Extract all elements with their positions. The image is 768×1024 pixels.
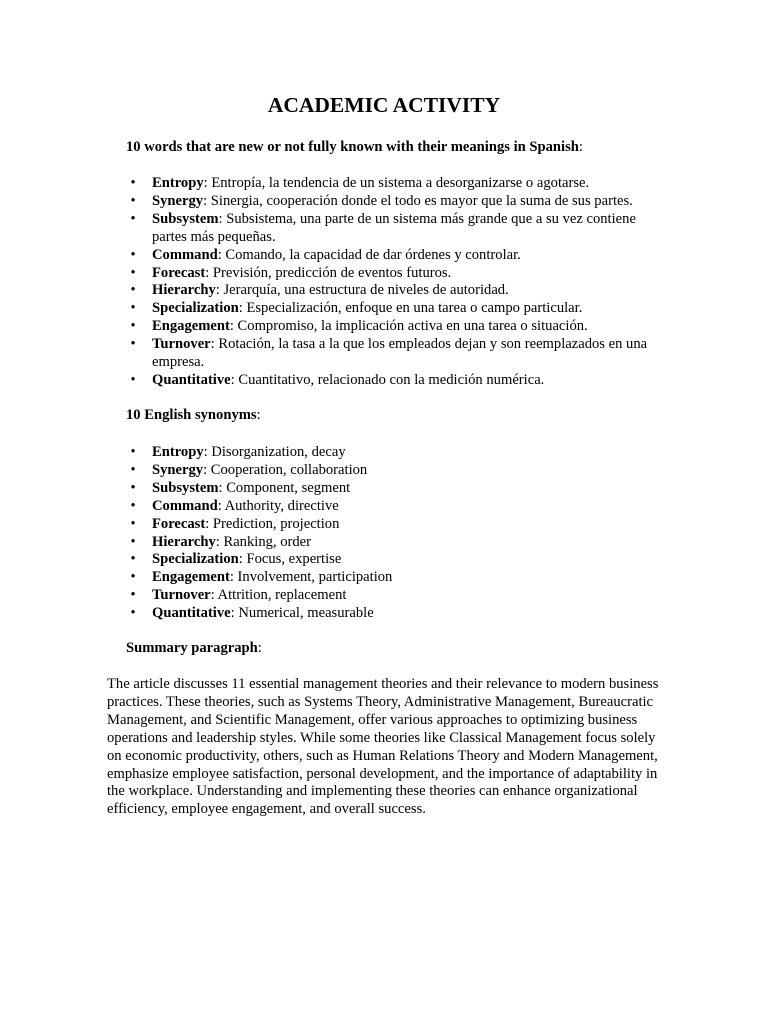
list-item xyxy=(126,265,666,283)
definition: : Subsistema, una parte de un sistema más grande que a su vez contiene partes más pequeñas. xyxy=(152,210,636,245)
term: Turnover xyxy=(152,587,211,604)
definition: : Disorganization, decay xyxy=(203,444,346,460)
bullet-icon: • xyxy=(130,300,136,317)
definition: : Sinergia, cooperación donde el todo es mayor que la suma de sus partes. xyxy=(203,192,633,209)
bullet-icon: • xyxy=(130,587,136,604)
section-heading-spanish xyxy=(126,139,583,157)
list-item xyxy=(126,282,666,300)
term: Synergy xyxy=(152,461,204,478)
list-item xyxy=(126,551,666,569)
bullet-icon: • xyxy=(130,569,136,586)
definition: : Especialización, enfoque en una tarea o campo particular. xyxy=(238,300,583,317)
bullet-icon: • xyxy=(130,461,136,478)
bullet-icon: • xyxy=(130,444,136,460)
term: Command xyxy=(152,497,218,514)
definition: : Rotación, la tasa a la que los empleados dejan y son reemplazados en una empresa. xyxy=(152,336,648,371)
definition: : Cuantitativo, relacionado con la medición numérica. xyxy=(230,371,545,388)
list-item xyxy=(126,480,666,498)
list-item xyxy=(126,516,666,534)
definition: : Ranking, order xyxy=(215,533,312,550)
term: Entropy xyxy=(152,175,204,191)
list-item xyxy=(126,300,666,318)
definition: : Numerical, measurable xyxy=(230,605,374,622)
definition: : Jerarquía, una estructura de niveles de autoridad. xyxy=(215,282,509,299)
list-item xyxy=(126,569,666,587)
list-item xyxy=(126,498,666,516)
summary-heading xyxy=(126,640,262,658)
list-item xyxy=(126,462,666,480)
list-item xyxy=(126,247,666,265)
bullet-icon: • xyxy=(130,533,136,550)
section-heading-synonyms xyxy=(126,407,261,425)
term: Command xyxy=(152,246,218,263)
term: Forecast xyxy=(152,515,206,532)
bullet-icon: • xyxy=(130,371,136,388)
term: Turnover xyxy=(152,336,211,353)
section-heading-text: 10 English synonyms xyxy=(126,407,257,423)
definition: : Compromiso, la implicación activa en una tarea o situación. xyxy=(229,318,588,335)
bullet-icon: • xyxy=(130,175,136,191)
list-item xyxy=(126,534,666,552)
bullet-icon: • xyxy=(130,264,136,281)
definition: : Authority, directive xyxy=(217,497,339,514)
list-item xyxy=(126,605,666,623)
section-heading-text: 10 words that are new or not fully known with their meanings in Spanish xyxy=(126,139,579,155)
bullet-icon: • xyxy=(130,551,136,568)
term: Specialization xyxy=(152,300,239,317)
term: Forecast xyxy=(152,264,206,281)
list-item xyxy=(126,372,666,390)
list-item xyxy=(126,193,666,211)
definition: : Focus, expertise xyxy=(238,551,342,568)
term: Quantitative xyxy=(152,605,231,622)
definition: : Previsión, predicción de eventos futuros. xyxy=(205,264,452,281)
summary-paragraph: The article discusses 11 essential management theories and their relevance to modern business practices. These theories, such as Systems Theory, Administrative Management, Bureaucratic Management, and Scientific Management, offer various approaches to optimizing business operations and leadership styles. While some theories like Classical Management focus solely on economic productivity, others, such as Human Relations Theory and Modern Management, emphasize employee satisfaction, personal development, and the importance of adaptability in the workplace. Understanding and implementing these theories can enhance organizational efficiency, employee engagement, and overall success. xyxy=(107,676,659,818)
term: Subsystem xyxy=(152,210,219,227)
definition: : Involvement, participation xyxy=(229,569,393,586)
definition: : Component, segment xyxy=(218,479,351,496)
section-heading-text: Summary paragraph xyxy=(126,640,258,656)
term: Quantitative xyxy=(152,371,231,388)
bullet-icon: • xyxy=(130,336,136,353)
term: Engagement xyxy=(152,569,230,586)
bullet-icon: • xyxy=(130,479,136,496)
bullet-icon: • xyxy=(130,515,136,532)
definition: : Attrition, replacement xyxy=(210,587,347,604)
definition: : Entropía, la tendencia de un sistema a desorganizarse o agotarse. xyxy=(203,175,590,191)
bullet-icon: • xyxy=(130,210,136,227)
term: Entropy xyxy=(152,444,204,460)
heading-colon: : xyxy=(256,407,261,423)
bullet-icon: • xyxy=(130,246,136,263)
spanish-meanings-list xyxy=(126,175,666,390)
definition: : Comando, la capacidad de dar órdenes y controlar. xyxy=(217,246,521,263)
term: Synergy xyxy=(152,192,204,209)
list-item xyxy=(126,175,666,193)
term: Specialization xyxy=(152,551,239,568)
bullet-icon: • xyxy=(130,282,136,299)
page-title: ACADEMIC ACTIVITY xyxy=(267,93,501,117)
bullet-icon: • xyxy=(130,605,136,622)
term: Hierarchy xyxy=(152,282,216,299)
heading-colon: : xyxy=(578,139,583,155)
definition: : Prediction, projection xyxy=(205,515,340,532)
bullet-icon: • xyxy=(130,497,136,514)
bullet-icon: • xyxy=(130,192,136,209)
list-item xyxy=(126,318,666,336)
bullet-icon: • xyxy=(130,318,136,335)
heading-colon: : xyxy=(257,640,262,656)
list-item xyxy=(126,444,666,462)
english-synonyms-list xyxy=(126,444,666,623)
term: Hierarchy xyxy=(152,533,216,550)
list-item xyxy=(126,211,666,247)
term: Engagement xyxy=(152,318,230,335)
term: Subsystem xyxy=(152,479,219,496)
definition: : Cooperation, collaboration xyxy=(203,461,368,478)
list-item xyxy=(126,587,666,605)
list-item xyxy=(126,336,666,372)
